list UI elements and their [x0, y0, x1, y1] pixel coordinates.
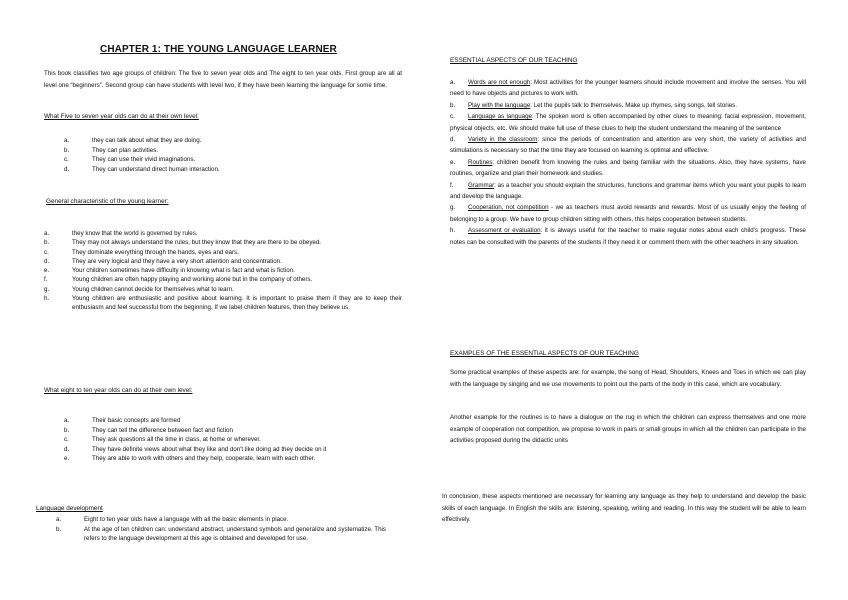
list-item-text: They ask questions all the time in class, at home or wherever. — [92, 436, 261, 443]
essential-aspect-item — [450, 202, 806, 225]
list-marker: e. — [44, 267, 50, 275]
chapter-title: CHAPTER 1: THE YOUNG LANGUAGE LEARNER — [100, 44, 337, 55]
five-to-seven-heading: What Five to seven year olds can do at their own level: — [44, 113, 199, 120]
list-marker: g. — [44, 285, 50, 293]
language-development-item — [56, 525, 386, 544]
list-marker: h. — [44, 295, 50, 303]
essential-aspect-item — [450, 157, 806, 180]
list-item-text: They dominate everything through the hands, eyes and ears. — [72, 248, 239, 256]
aspect-description: : children benefit from knowing the rules and being familiar with the situations. Also, they have systems, have routines, organize and plan their homework and studies. — [450, 158, 806, 178]
aspect-description: : it is always useful for the teacher to make regular notes about each child's progress. These notes can be consulted with the parents of the students if they need it or comment them with the other teachers in any situation. — [450, 227, 806, 246]
eight-to-ten-item — [64, 416, 404, 426]
list-marker: b. — [64, 426, 70, 434]
aspect-term: Grammar — [468, 181, 495, 189]
list-marker: f. — [450, 181, 454, 189]
eight-to-ten-item — [64, 435, 404, 445]
examples-heading: EXAMPLES OF THE ESSENTIAL ASPECTS OF OUR TEACHING — [450, 350, 639, 357]
list-marker: a. — [56, 516, 62, 523]
intro-paragraph: This book classifies two age groups of children: The five to seven year olds and The eight to ten year olds. First group are all at level one “beginners”. Second group can have students with level two, if they have been learning the language for some time. — [44, 70, 402, 89]
five-to-seven-item — [64, 136, 404, 146]
five-to-seven-item — [64, 146, 404, 156]
list-item-text: they know that the world is governed by rules. — [72, 230, 198, 237]
language-development-list — [56, 515, 386, 544]
eight-to-ten-list — [64, 416, 404, 464]
list-marker: g. — [450, 204, 456, 212]
essential-aspects-list — [450, 77, 806, 248]
general-characteristic-item — [44, 257, 402, 266]
aspect-term: Words are not enough — [468, 79, 531, 86]
list-item-text: They are very logical and they have a very short attention and concentration. — [72, 257, 282, 265]
essential-aspect-item — [450, 225, 806, 248]
list-item-text: they can talk about what they are doing. — [92, 137, 202, 144]
list-marker: a. — [450, 79, 456, 86]
list-marker: c. — [450, 113, 455, 121]
list-marker: a. — [44, 230, 50, 237]
list-item-text: At the age of ten children can: understand abstract, understand symbols and generalize and systematize. This refers to the language development at this age is obtained and developed for use. — [84, 525, 386, 542]
list-item-text: Young children cannot decide for themselves what to learn. — [72, 285, 234, 293]
list-item-text: They are able to work with others and they help, cooperate, learn with each other. — [92, 455, 316, 462]
list-item-text: Young children are often happy playing and working alone but in the company of others. — [72, 276, 313, 284]
general-characteristic-item — [44, 275, 402, 284]
conclusion-paragraph: In conclusion, these aspects mentioned are necessary for learning any language as they help to understand and develop the basic skills of each language. In English the skills are: listening, speaking, writing and reading. In this way the student will be able to learn effectively. — [442, 493, 806, 523]
list-marker: d. — [64, 445, 70, 453]
list-marker: d. — [44, 257, 50, 265]
five-to-seven-item — [64, 155, 404, 165]
five-to-seven-item — [64, 165, 404, 175]
list-marker: a. — [64, 137, 70, 144]
list-item-text: Their basic concepts are formed — [92, 417, 181, 424]
general-characteristics-heading: General characteristic of the young learner: — [46, 198, 169, 205]
list-marker: c. — [64, 436, 69, 443]
list-item-text: They have definite views about what they like and don't like doing ad they decide on it — [92, 445, 327, 453]
list-marker: d. — [64, 165, 70, 173]
list-marker: a. — [64, 417, 70, 424]
list-marker: b. — [64, 146, 70, 154]
examples-paragraph-2: Another example for the routines is to have a dialogue on the rug in which the children can express themselves and one more example of cooperation not competition, we propose to work in pairs or small groups in which all the children can participate in the activities proposed during the didactic units — [450, 414, 806, 444]
essential-aspect-item — [450, 134, 806, 157]
list-item-text: They can understand direct human interaction. — [92, 165, 220, 173]
list-item-text: Eight to ten year olds have a language with all the basic elements in place. — [84, 516, 289, 523]
general-characteristics-list — [44, 229, 402, 313]
list-marker: f. — [44, 276, 48, 284]
eight-to-ten-item — [64, 445, 404, 455]
examples-paragraph-1: Some practical examples of these aspects are: for example, the song of Head, Shoulders, Knees and Toes in which we can play with the language by singing and we use movements to point out the parts of the body in this case, which are vocabulary. — [450, 369, 806, 388]
language-development-heading: Language development — [36, 505, 103, 512]
five-to-seven-list — [64, 136, 404, 174]
general-characteristic-item — [44, 294, 402, 313]
aspect-description: : as a teacher you should explain the structures, functions and grammar items which you want your pupils to learn and develop the language. — [450, 181, 806, 201]
aspect-term: Assessment or evaluation — [468, 227, 541, 235]
aspect-description: - we as teachers must avoid rewards and rewards. Most of us usually enjoy the feeling of belonging to a group. We have to group children sitting with others, this helps cooperation between students. — [450, 204, 806, 223]
list-marker: b. — [44, 239, 50, 247]
eight-to-ten-item — [64, 454, 404, 464]
eight-to-ten-item — [64, 426, 404, 436]
list-item-text: They can tell the difference between fact and fiction — [92, 426, 233, 434]
essential-aspect-item — [450, 77, 806, 100]
language-development-item — [56, 515, 386, 525]
general-characteristic-item — [44, 248, 402, 257]
essential-aspect-item — [450, 180, 806, 203]
list-marker: b. — [56, 525, 62, 533]
list-item-text: Young children are enthusiastic and positive about learning. It is important to praise them if they are to keep their enthusiasm and feel successful from the beginning. If we label children features, then they believe us. — [72, 295, 402, 312]
aspect-term: Play with the language — [468, 101, 531, 109]
list-item-text: They can use their vivid imaginations. — [92, 156, 196, 163]
eight-to-ten-heading: What eight to ten year olds can do at their own level: — [44, 387, 193, 394]
general-characteristic-item — [44, 266, 402, 275]
general-characteristic-item — [44, 229, 402, 238]
aspect-description: : Most activities for the younger learners should include movement and involve the senses. You will need to have objects and pictures to work with. — [450, 79, 806, 98]
list-marker: b. — [450, 101, 456, 109]
aspect-term: Routines — [468, 158, 493, 166]
list-item-text: They may not always understand the rules, but they know that they are there to be obeyed. — [72, 239, 322, 247]
essential-aspects-heading: ESSENTIAL ASPECTS OF OUR TEACHING — [450, 57, 578, 64]
list-marker: e. — [450, 158, 456, 166]
essential-aspect-item — [450, 111, 806, 134]
essential-aspect-item — [450, 100, 806, 111]
list-marker: h. — [450, 227, 456, 235]
aspect-term: Variety in the classroom — [468, 136, 538, 144]
list-marker: c. — [44, 248, 49, 256]
list-item-text: They can plan activities. — [92, 146, 159, 154]
aspect-description: : since the periods of concentration and attention are very short, the variety of activities and stimulations is necessary so that the time they are focused on learning is optimal and effective. — [450, 136, 806, 155]
aspect-description: : The spoken word is often accompanied by other clues to meaning: facial expression, movement, physical objects, etc. We should make full use of these clues to help the student understand the meaning of the sentence — [450, 113, 807, 132]
list-marker: e. — [64, 455, 70, 462]
list-item-text: Your children sometimes have difficulty in knowing what is fact and what is fiction. — [72, 267, 295, 275]
list-marker: d. — [450, 136, 456, 144]
list-marker: c. — [64, 156, 69, 163]
general-characteristic-item — [44, 238, 402, 247]
aspect-term: Language as language — [468, 113, 532, 121]
aspect-description: : Let the pupils talk to themselves. Make up rhymes, sing songs, tell stories. — [530, 101, 737, 109]
general-characteristic-item — [44, 285, 402, 294]
aspect-term: Cooperation, not competition — [468, 204, 549, 212]
